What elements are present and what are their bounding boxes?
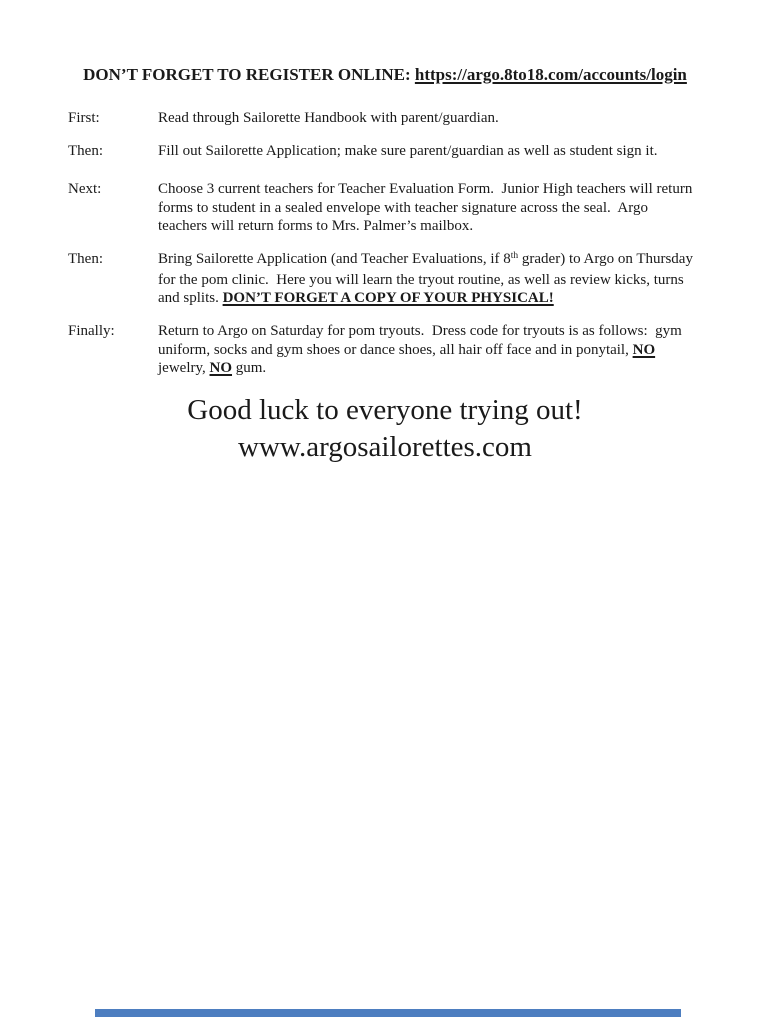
step-row [68, 180, 758, 236]
body-text: jewelry, [158, 360, 210, 376]
superscript-text: th [510, 250, 519, 261]
step-row [68, 322, 758, 378]
step-label: Then: [68, 251, 103, 267]
body-text: gum. [232, 360, 267, 376]
step-text [158, 142, 758, 161]
emphasized-text: NO [632, 341, 656, 358]
body-text: Fill out Sailorette Application; make sure parent/guardian as well as student sign it. [158, 143, 658, 159]
body-text: for the pom clinic. Here you will learn the tryout routine, as well as review kicks, turns [158, 271, 684, 288]
step-text [158, 322, 758, 378]
registration-link[interactable]: https://argo.8to18.com/accounts/login [414, 65, 687, 84]
body-text: Bring Sailorette Application (and Teacher Evaluations, if 8 [158, 251, 511, 267]
body-text: and splits. [158, 290, 223, 306]
body-text: grader) to Argo on Thursday [518, 251, 693, 267]
step-label: Then: [68, 143, 103, 159]
step-text [158, 250, 758, 308]
closing-line-good-luck: Good luck to everyone trying out! [187, 394, 583, 426]
step-label: Finally: [68, 323, 115, 339]
body-text: teachers will return forms to Mrs. Palmer’s mailbox. [158, 218, 474, 234]
closing-message [0, 392, 770, 466]
emphasized-text: DON’T FORGET A COPY OF YOUR PHYSICAL! [222, 290, 554, 306]
body-text: Return to Argo on Saturday for pom tryouts. Dress code for tryouts is as follows: gym [158, 323, 682, 339]
step-label: First: [68, 110, 100, 126]
step-text [158, 180, 758, 236]
step-row [68, 109, 758, 128]
closing-line-website: www.argosailorettes.com [238, 431, 532, 463]
step-text [158, 109, 758, 128]
body-text: Choose 3 current teachers for Teacher Evaluation Form. Junior High teachers will return [158, 181, 693, 197]
body-text: Read through Sailorette Handbook with parent/guardian. [158, 110, 499, 126]
body-text: uniform, socks and gym shoes or dance shoes, all hair off face and in ponytail, [158, 341, 633, 358]
step-row [68, 250, 758, 308]
register-online-text: DON’T FORGET TO REGISTER ONLINE: [83, 65, 415, 84]
step-row [68, 142, 758, 161]
step-label: Next: [68, 181, 102, 197]
body-text: forms to student in a sealed envelope with teacher signature across the seal. Argo [158, 199, 648, 216]
emphasized-text: NO [209, 360, 233, 376]
page-title [0, 64, 770, 86]
page-bottom-bar [95, 1009, 681, 1017]
